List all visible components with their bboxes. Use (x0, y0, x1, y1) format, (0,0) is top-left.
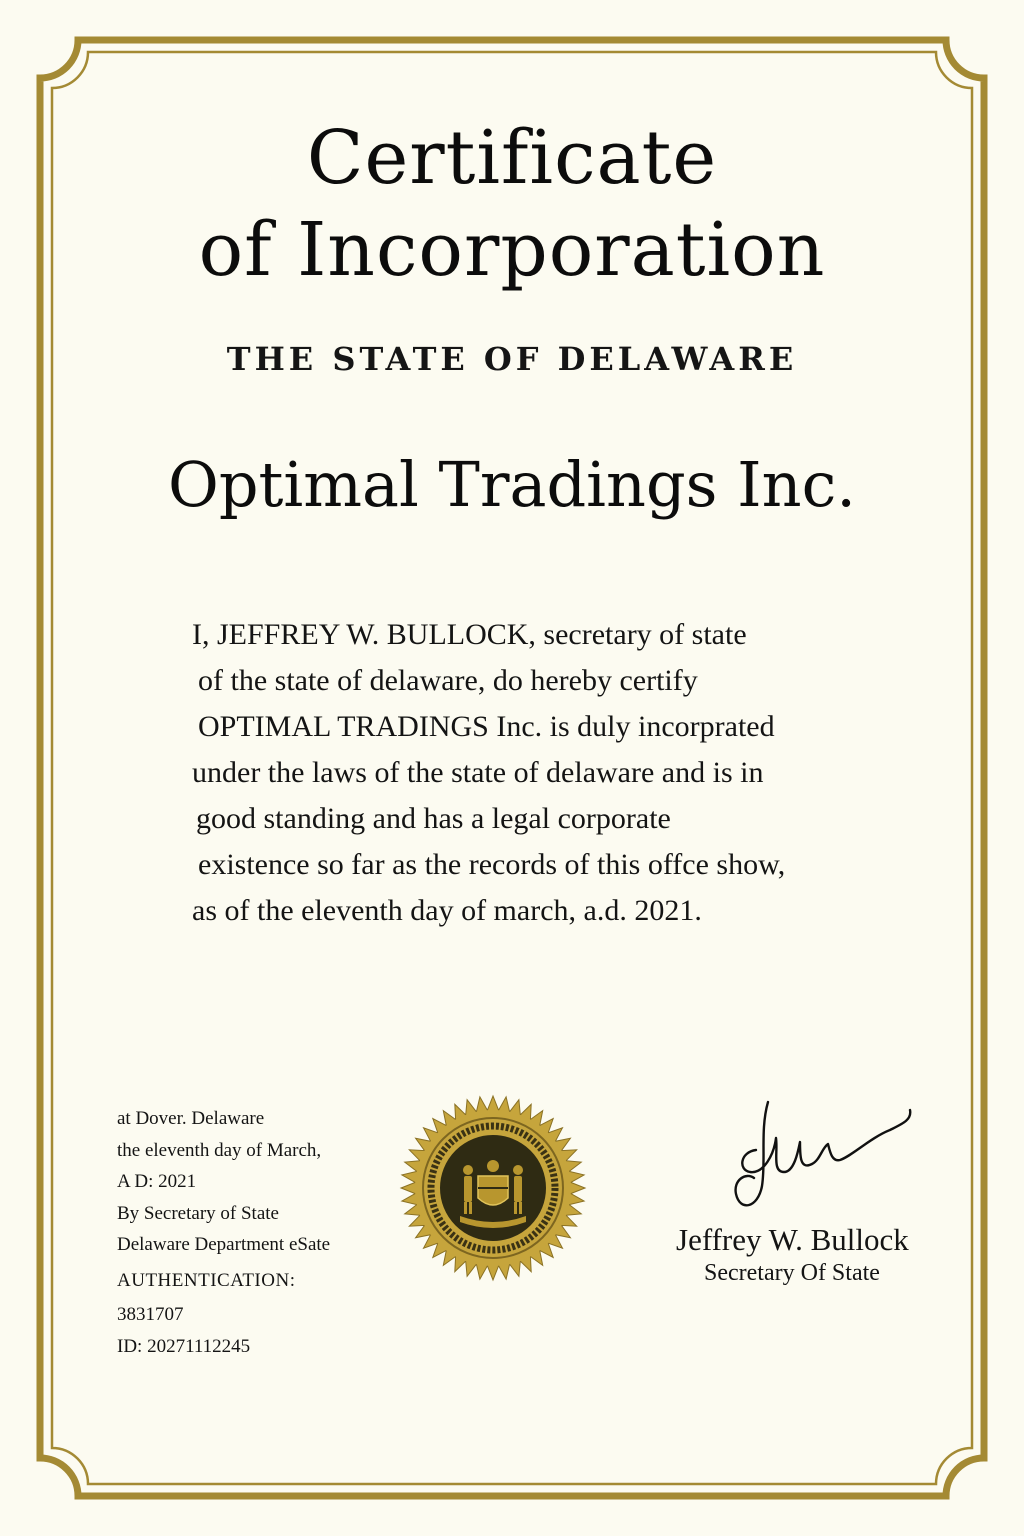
issue-details (117, 1103, 387, 1362)
signatory-title: Secretary Of State (704, 1260, 880, 1286)
authentication-number: 3831707 (117, 1304, 184, 1325)
statement-line: I, JEFFREY W. BULLOCK, secretary of state (192, 618, 747, 651)
issue-year: A D: 2021 (117, 1171, 197, 1192)
statement-line: existence so far as the records of this offce show, (198, 848, 786, 881)
handwritten-signature (720, 1090, 940, 1220)
statement-line: as of the eleventh day of march, a.d. 2021. (192, 894, 702, 927)
issue-date: the eleventh day of March, (117, 1139, 322, 1161)
issue-by: By Secretary of State (117, 1202, 279, 1224)
signatory-name: Jeffrey W. Bullock (676, 1222, 909, 1257)
certificate-title (0, 112, 1024, 296)
delaware-state-seal-icon (398, 1088, 588, 1288)
statement-line: OPTIMAL TRADINGS Inc. is duly incorprated (198, 710, 775, 743)
state-heading: THE STATE OF DELAWARE (226, 340, 798, 378)
authentication-label: AUTHENTICATION: (117, 1269, 296, 1291)
certification-statement (192, 612, 912, 934)
statement-line: under the laws of the state of delaware and is in (192, 756, 764, 789)
certificate-id: ID: 20271112245 (117, 1335, 251, 1357)
issue-department: Delaware Department eSate (117, 1234, 331, 1255)
company-name: Optimal Tradings Inc. (167, 448, 857, 521)
issue-place: at Dover. Delaware (117, 1108, 265, 1129)
statement-line: of the state of delaware, do hereby certify (198, 664, 698, 697)
title-line-1: Certificate (306, 115, 718, 201)
statement-line: good standing and has a legal corporate (196, 802, 671, 835)
title-line-2: of Incorporation (198, 207, 826, 293)
